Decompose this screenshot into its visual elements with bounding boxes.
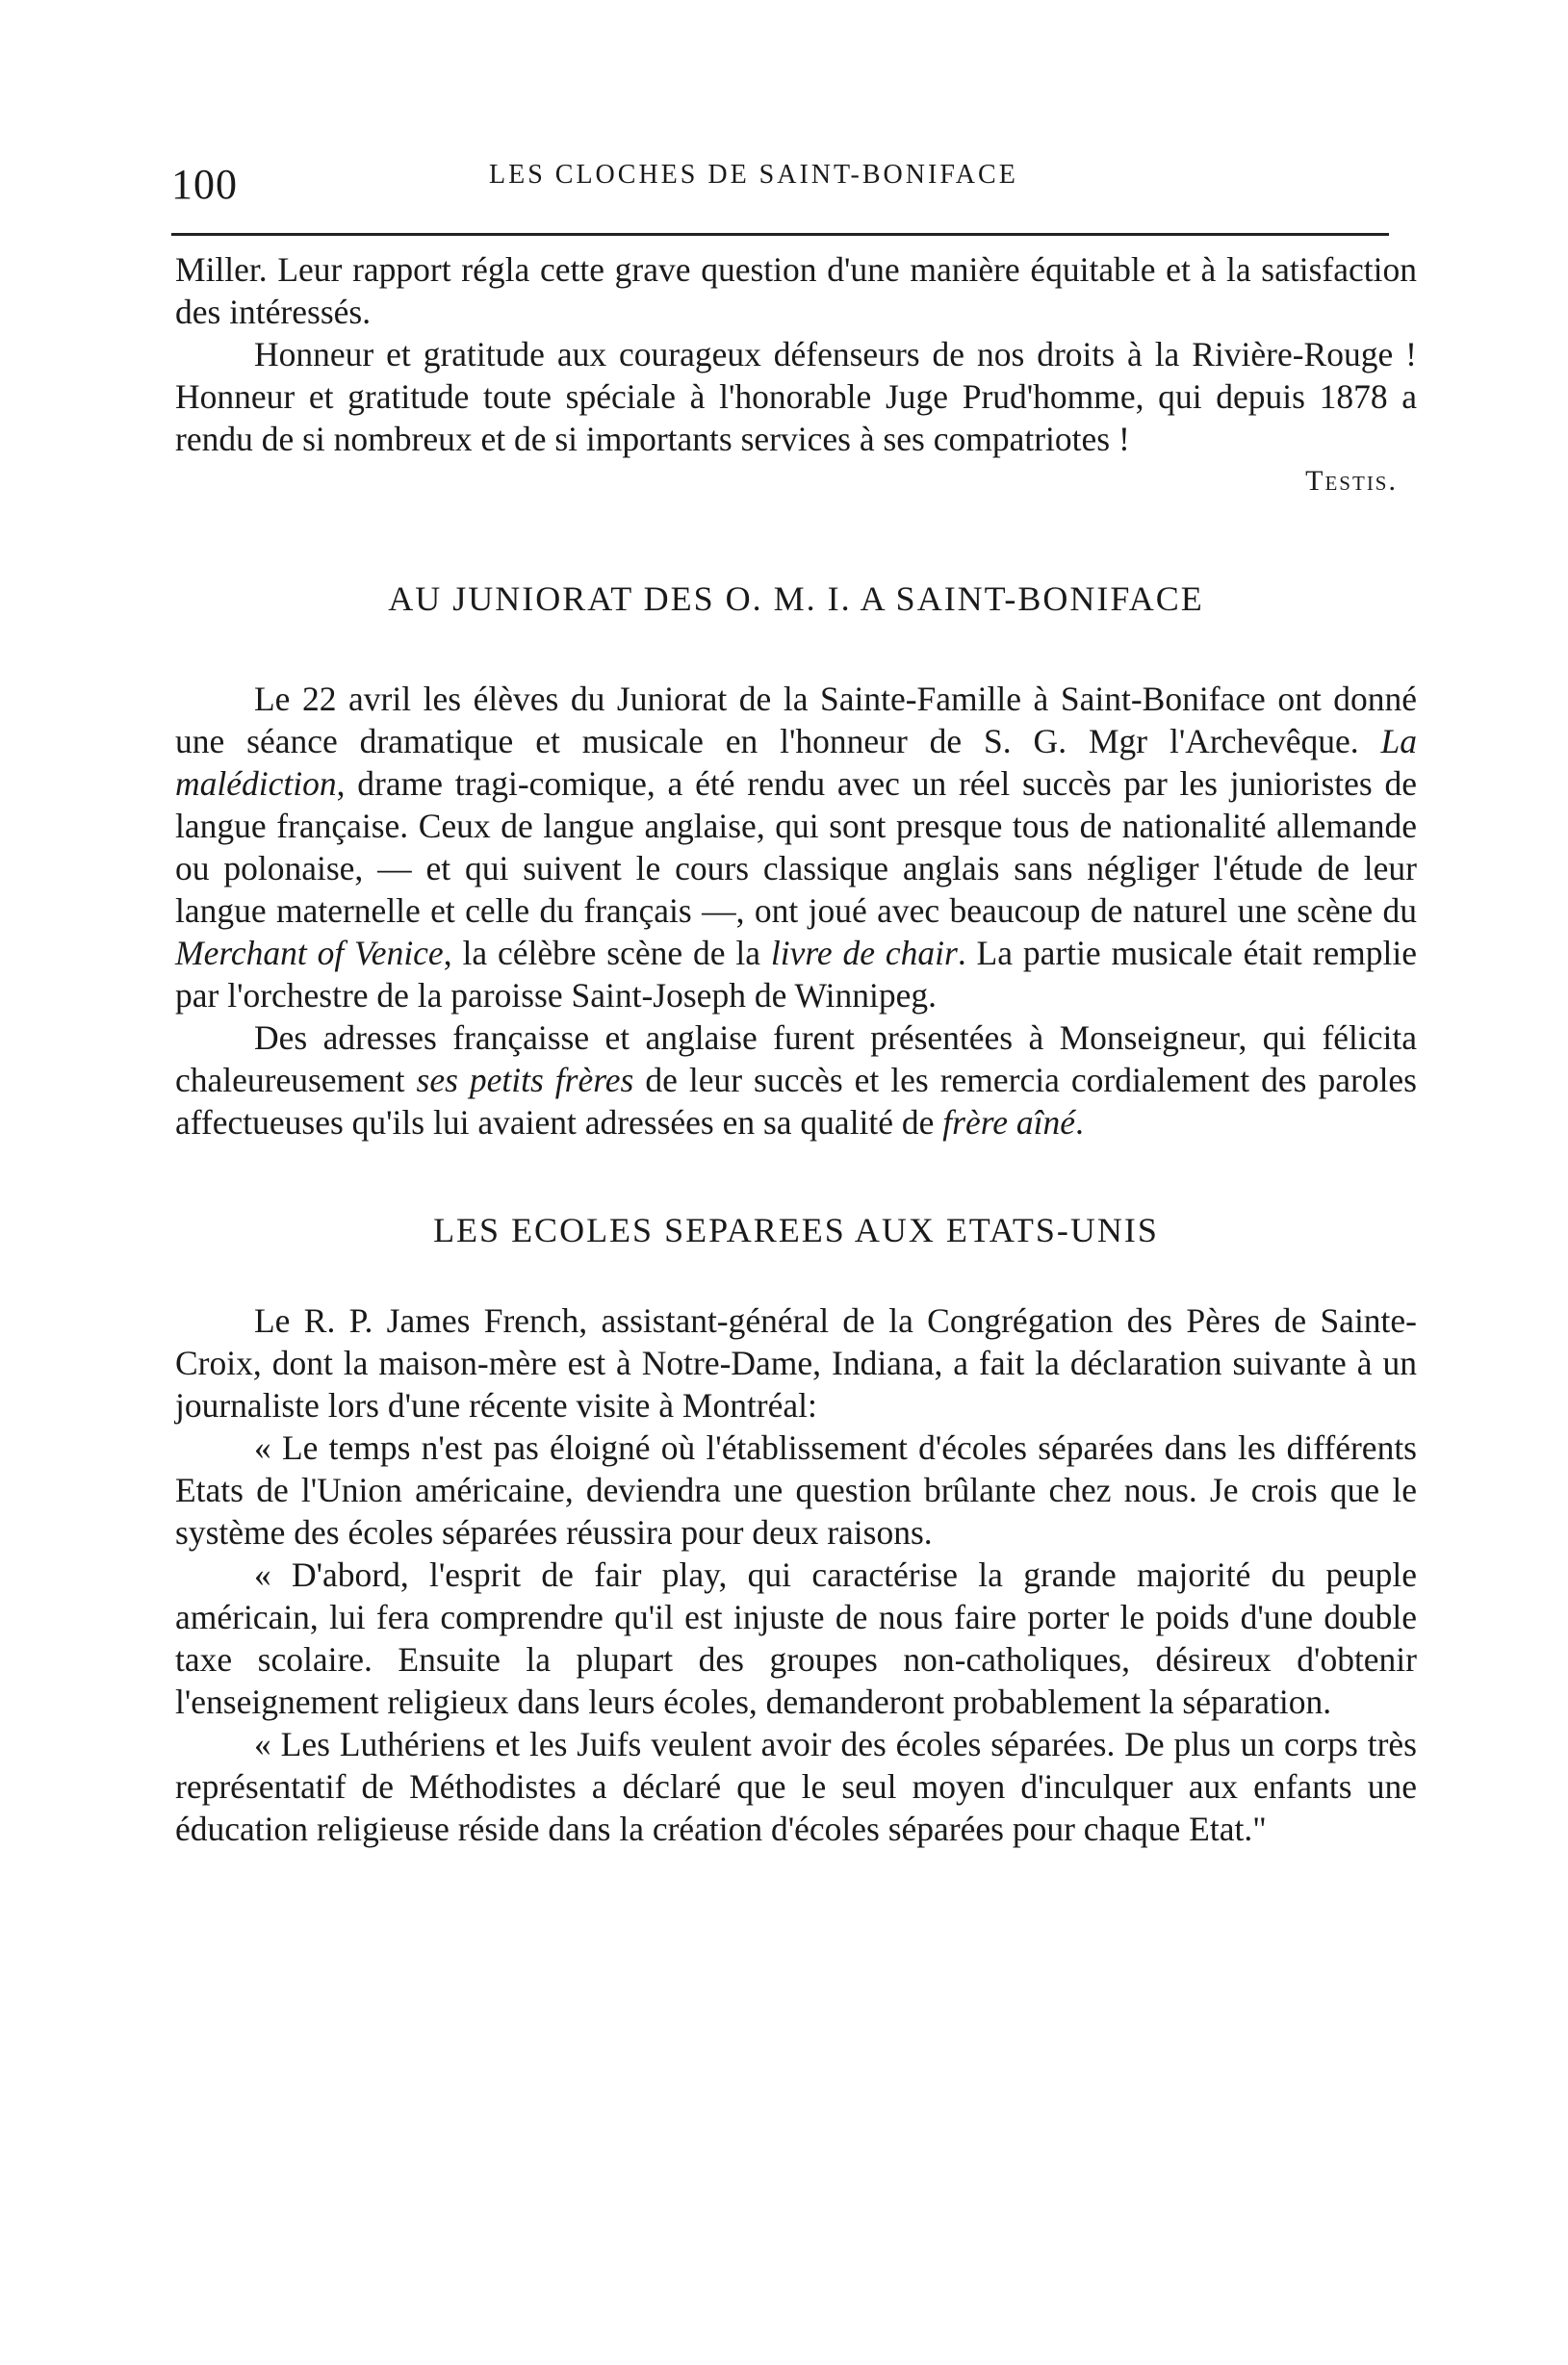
quote-paragraph: « Le temps n'est pas éloigné où l'établissement d'écoles séparées dans les différents Etats de l'Union américaine, deviendra une question brûlante chez nous. Je crois que le système des écoles séparées réussira pour deux raisons. [175,1428,1417,1552]
paragraph [175,678,1417,1016]
text-run: , la célèbre scène de la [443,934,771,972]
paragraph: Miller. Leur rapport régla cette grave question d'une manière équitable et à la satisfaction des intéressés. [175,250,1417,331]
text-run: , drame tragi-comique, a été rendu avec un réel succès par les junioristes de langue française. Ceux de langue anglaise, qui sont presque tous de nationalité allemande ou polonaise, — et qui suivent le cours classique anglais sans négliger l'étude de leur langue maternelle et celle du français —, ont joué avec beaucoup de naturel une scène du [175,764,1417,930]
page-header [171,154,1394,212]
quote-paragraph: « Les Luthériens et les Juifs veulent avoir des écoles séparées. De plus un corps très représentatif de Méthodistes a déclaré que le seul moyen d'inculquer aux enfants une éducation religieuse réside dans la création d'écoles séparées pour chaque Etat." [175,1725,1417,1848]
header-rule [171,233,1389,236]
page-number: 100 [171,161,238,208]
signature: Testis. [1305,465,1398,497]
text-run: Des adresses françaisse et anglaise furent présentées à Monseigneur, qui félicita chaleureusement [175,1018,1417,1099]
italic-title: livre de chair [770,934,958,972]
text-run: . [1074,1103,1084,1142]
section-heading: AU JUNIORAT DES O. M. I. A SAINT-BONIFACE [388,579,1204,618]
paragraph: Honneur et gratitude aux courageux défenseurs de nos droits à la Rivière-Rouge ! Honneur et gratitude toute spéciale à l'honorable Juge Prud'homme, qui depuis 1878 a rendu de si nombreux et de si importants services à ses compatriotes ! [175,335,1417,458]
italic-phrase: frère aîné [942,1103,1075,1142]
text-run: Le 22 avril les élèves du Juniorat de la Sainte-Famille à Saint-Boniface ont donné une séance dramatique et musicale en l'honneur de S. G. Mgr l'Archevêque. [175,680,1417,760]
paragraph [175,1016,1417,1144]
italic-title: Merchant of Venice [175,934,444,972]
italic-title: La malédiction [175,722,1417,803]
paragraph: Le R. P. James French, assistant-général de la Congrégation des Pères de Sainte-Croix, dont la maison-mère est à Notre-Dame, Indiana, a fait la déclaration suivante à un journaliste lors d'une récente visite à Montréal: [175,1301,1417,1425]
text-run: . La partie musicale était remplie par l'orchestre de la paroisse Saint-Joseph de Winnipeg. [175,934,1418,1015]
quote-paragraph: « D'abord, l'esprit de fair play, qui caractérise la grande majorité du peuple américain, lui fera comprendre qu'il est injuste de nous faire porter le poids d'une double taxe scolaire. Ensuite la plupart des groupes non-catholiques, désireux d'obtenir l'enseignement religieux dans leurs écoles, demanderont probablement la séparation. [175,1555,1417,1721]
running-title: LES CLOCHES DE SAINT-BONIFACE [489,160,1018,190]
page-body [175,248,1417,1850]
text-run: de leur succès et les remercia cordialement des paroles affectueuses qu'ils lui avaient adressées en sa qualité de [175,1061,1418,1142]
section-heading: LES ECOLES SEPAREES AUX ETATS-UNIS [433,1211,1159,1249]
italic-phrase: ses petits frères [416,1061,634,1099]
